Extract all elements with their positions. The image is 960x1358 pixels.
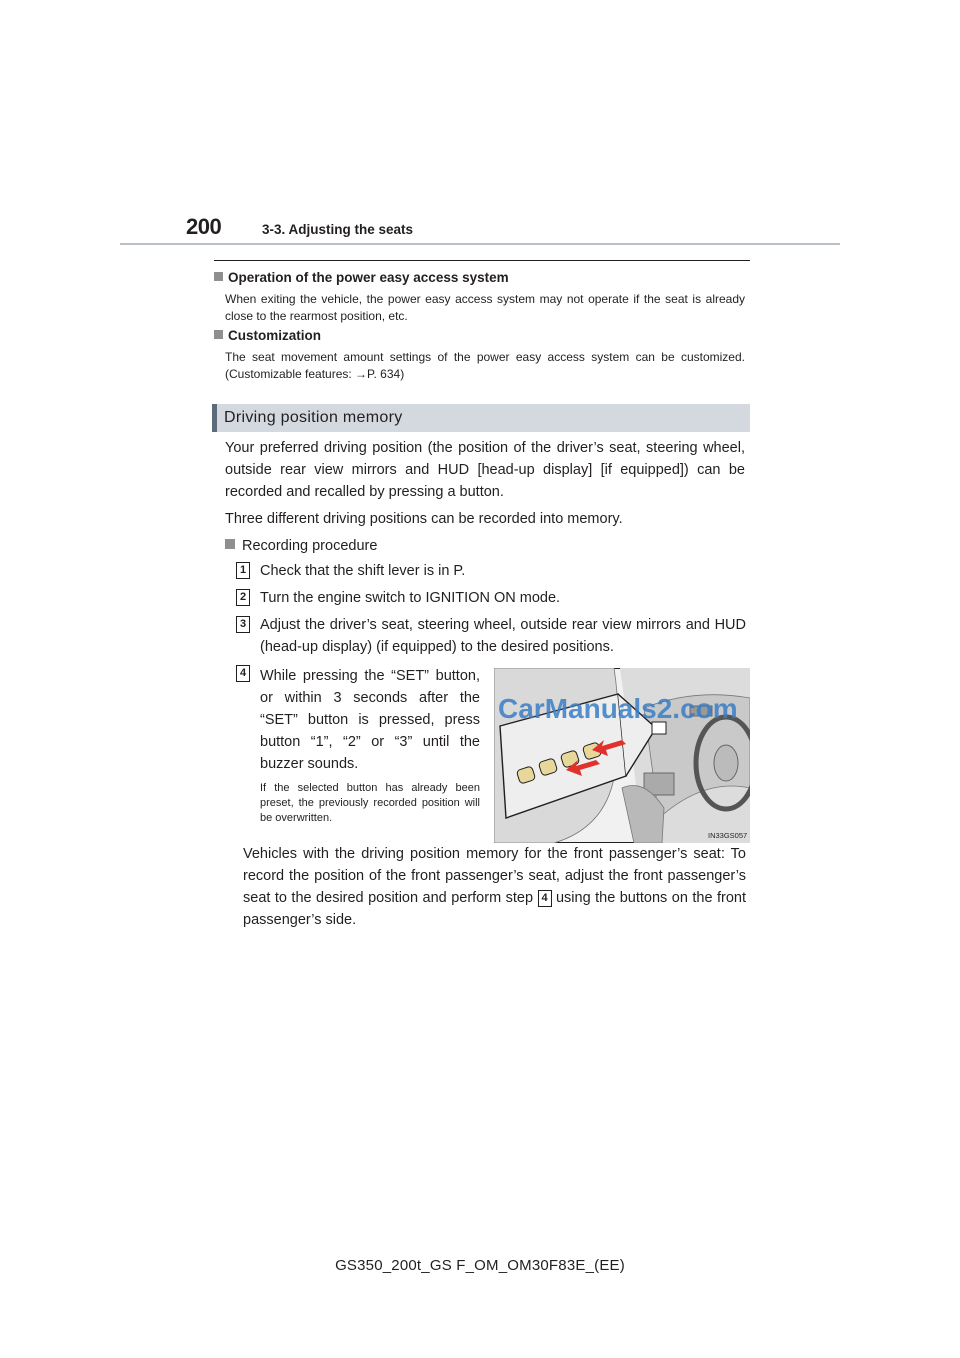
passenger-text-before: Vehicles with the driving position memory for the front passenger’s seat: To record the position of the front passenger’s seat, adjust the front passenger’s seat to the desired position and perform step	[243, 846, 746, 906]
intro-paragraph: Your preferred driving position (the position of the driver’s seat, steering wheel, outside rear view mirrors and HUD [head-up display] [if equipped]) can be recorded and recalled by pressing a button.	[225, 440, 745, 500]
square-bullet-icon	[214, 272, 223, 281]
step-badge-4: 4	[236, 665, 250, 682]
watermark-text: CarManuals2.com	[498, 693, 738, 724]
note-heading-easy-access: Operation of the power easy access system	[214, 270, 509, 285]
banner-title: Driving position memory	[224, 409, 403, 426]
square-bullet-icon	[214, 330, 223, 339]
section-banner	[212, 404, 750, 432]
step-4-note: If the selected button has already been preset, the previously recorded position will be overwritten.	[260, 782, 480, 824]
seat-memory-illustration	[494, 668, 750, 843]
document-code: GS350_200t_GS F_OM_OM30F83E_(EE)	[335, 1257, 625, 1274]
square-bullet-icon	[225, 539, 235, 549]
step-badge-2: 2	[236, 589, 250, 606]
banner-accent	[212, 404, 217, 432]
figure-code: IN33GS057	[708, 831, 748, 840]
step-3-text: Adjust the driver’s seat, steering wheel, outside rear view mirrors and HUD (head-up display) (if equipped) to the desired positions.	[260, 617, 746, 655]
intro-paragraph-2: Three different driving positions can be recorded into memory.	[225, 511, 623, 527]
note-text-customization: The seat movement amount settings of the power easy access system can be customized. (Customizable features: →P. 634)	[225, 350, 745, 381]
step-2-text: Turn the engine switch to IGNITION ON mode.	[260, 590, 561, 606]
passenger-paragraph	[243, 843, 746, 931]
passenger-text-after: using the buttons on the front passenger’s side.	[243, 890, 746, 928]
page-number: 200	[186, 214, 222, 239]
door-panel-drawing	[494, 668, 750, 843]
step-ref-badge: 4	[538, 890, 552, 907]
section-title: 3-3. Adjusting the seats	[262, 222, 414, 237]
content-rule	[214, 260, 750, 261]
note-heading-customization: Customization	[214, 328, 321, 343]
procedure-heading: Recording procedure	[225, 535, 377, 557]
step-badge-1: 1	[236, 562, 250, 579]
header-rule	[120, 243, 840, 245]
step-4-text: While pressing the “SET” button, or within 3 seconds after the “SET” button is pressed, press button “1”, “2” or “3” until the buzzer sounds.	[260, 668, 480, 772]
step-1-text: Check that the shift lever is in P.	[260, 563, 466, 579]
note-text-easy-access: When exiting the vehicle, the power easy access system may not operate if the seat is already close to the rearmost position, etc.	[225, 292, 745, 323]
step-badge-3: 3	[236, 616, 250, 633]
